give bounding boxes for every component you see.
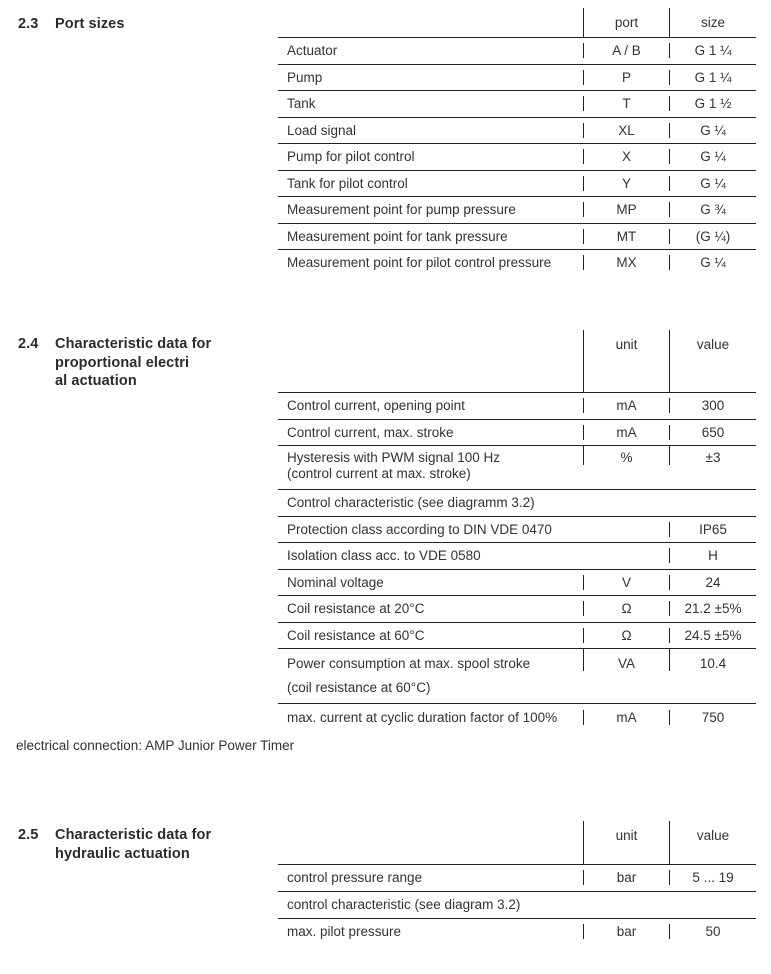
port-cell: Y <box>583 176 669 191</box>
row-label: Tank for pilot control <box>287 175 408 191</box>
value-cell: 750 <box>669 710 756 725</box>
row-label: Load signal <box>287 122 357 138</box>
electrical-data-table <box>278 330 756 730</box>
row-label: Protection class according to DIN VDE 0470 <box>287 521 552 537</box>
unit-cell: Ω <box>583 628 669 643</box>
table-row <box>278 703 756 730</box>
column-header-value: value <box>669 821 756 864</box>
row-label-line1: Hysteresis with PWM signal 100 Hz <box>287 450 501 465</box>
size-cell: G ¼ <box>669 255 756 270</box>
port-cell: A / B <box>583 43 669 58</box>
table-row <box>278 143 756 170</box>
table-row <box>278 569 756 596</box>
table-row <box>278 595 756 622</box>
value-cell: ±3 <box>669 446 756 465</box>
electrical-connection-note: electrical connection: AMP Junior Power Timer <box>16 738 295 753</box>
row-label: Control current, opening point <box>287 398 465 414</box>
table-row <box>278 64 756 91</box>
value-cell: 650 <box>669 425 756 440</box>
table-row <box>278 90 756 117</box>
row-label: Coil resistance at 60°C <box>287 627 425 643</box>
section-heading-port-sizes <box>18 15 125 34</box>
port-cell: T <box>583 96 669 111</box>
section-heading-electrical <box>18 335 211 391</box>
row-label: max. pilot pressure <box>287 924 402 939</box>
row-label <box>278 446 583 481</box>
table-row <box>278 170 756 197</box>
section-title-line: al actuation <box>55 373 137 389</box>
port-cell: MX <box>583 255 669 270</box>
section-title-line: Characteristic data for <box>55 827 212 843</box>
value-cell: 10.4 <box>669 649 756 671</box>
unit-cell: % <box>583 446 669 465</box>
row-label: Measurement point for tank pressure <box>287 228 508 244</box>
row-label-line2: (control current at max. stroke) <box>287 466 471 481</box>
section-heading-hydraulic <box>18 826 211 863</box>
hydraulic-data-table <box>278 821 756 945</box>
size-cell: G ¼ <box>669 176 756 191</box>
unit-cell: mA <box>583 425 669 440</box>
unit-cell: bar <box>583 870 669 885</box>
table-header-row <box>278 8 756 37</box>
size-cell: G ¾ <box>669 202 756 217</box>
size-cell: G 1 ¼ <box>669 43 756 58</box>
section-title-line: proportional electri <box>55 354 190 371</box>
column-header-size: size <box>669 8 756 37</box>
row-label: Control current, max. stroke <box>287 424 454 440</box>
size-cell: (G ¼) <box>669 229 756 244</box>
value-cell: 24 <box>669 575 756 590</box>
port-cell: MT <box>583 229 669 244</box>
value-cell: 24.5 ±5% <box>669 628 756 643</box>
table-row <box>278 648 756 703</box>
size-cell: G 1 ¼ <box>669 70 756 85</box>
unit-cell: VA <box>583 649 669 671</box>
column-header-port: port <box>583 8 669 37</box>
unit-cell: V <box>583 575 669 590</box>
table-row <box>278 117 756 144</box>
row-label: Pump <box>287 69 323 85</box>
unit-cell: mA <box>583 398 669 413</box>
port-sizes-table <box>278 8 756 276</box>
row-label: Actuator <box>287 43 338 59</box>
table-row <box>278 864 756 891</box>
table-header-row <box>278 821 756 864</box>
value-cell: H <box>669 548 756 563</box>
section-title-line: hydraulic actuation <box>55 845 190 862</box>
value-cell: 5 ... 19 <box>669 870 756 885</box>
table-row <box>278 249 756 276</box>
row-label: Control characteristic (see diagramm 3.2) <box>287 495 535 511</box>
value-cell: 21.2 ±5% <box>669 601 756 616</box>
column-header-unit: unit <box>583 821 669 864</box>
table-row <box>278 419 756 446</box>
section-number: 2.3 <box>18 16 39 32</box>
row-label: Tank <box>287 96 316 112</box>
port-cell: MP <box>583 202 669 217</box>
table-row <box>278 489 756 516</box>
row-label-line1: Power consumption at max. spool stroke <box>287 656 531 671</box>
table-row <box>278 223 756 250</box>
row-label-line2: (coil resistance at 60°C) <box>287 680 431 695</box>
row-label: Measurement point for pump pressure <box>287 202 516 218</box>
column-header-unit: unit <box>583 330 669 392</box>
table-row <box>278 445 756 489</box>
value-cell: 50 <box>669 924 756 939</box>
table-row <box>278 542 756 569</box>
column-header-value: value <box>669 330 756 392</box>
table-row <box>278 392 756 419</box>
section-title-line: Characteristic data for <box>55 336 212 352</box>
size-cell: G ¼ <box>669 149 756 164</box>
table-row <box>278 918 756 945</box>
port-cell: X <box>583 149 669 164</box>
size-cell: G ¼ <box>669 123 756 138</box>
row-label <box>278 649 583 695</box>
table-row <box>278 37 756 64</box>
row-label: Nominal voltage <box>287 574 384 590</box>
table-header-row <box>278 330 756 392</box>
unit-cell: bar <box>583 924 669 939</box>
section-title: Port sizes <box>55 16 125 32</box>
row-label: control pressure range <box>287 870 423 886</box>
value-cell: 300 <box>669 398 756 413</box>
table-row <box>278 196 756 223</box>
value-cell: IP65 <box>669 522 756 537</box>
port-cell: XL <box>583 123 669 138</box>
row-label: control characteristic (see diagram 3.2) <box>287 897 521 912</box>
unit-cell: mA <box>583 710 669 725</box>
section-number: 2.5 <box>18 827 39 843</box>
port-cell: P <box>583 70 669 85</box>
section-number: 2.4 <box>18 336 39 352</box>
row-label: Coil resistance at 20°C <box>287 601 425 617</box>
row-label: Isolation class acc. to VDE 0580 <box>287 548 481 564</box>
size-cell: G 1 ½ <box>669 96 756 111</box>
unit-cell: Ω <box>583 601 669 616</box>
table-row <box>278 516 756 543</box>
table-row <box>278 891 756 918</box>
table-row <box>278 622 756 649</box>
row-label: max. current at cyclic duration factor of 100% <box>287 709 558 725</box>
row-label: Pump for pilot control <box>287 149 415 165</box>
row-label: Measurement point for pilot control pressure <box>287 255 552 271</box>
